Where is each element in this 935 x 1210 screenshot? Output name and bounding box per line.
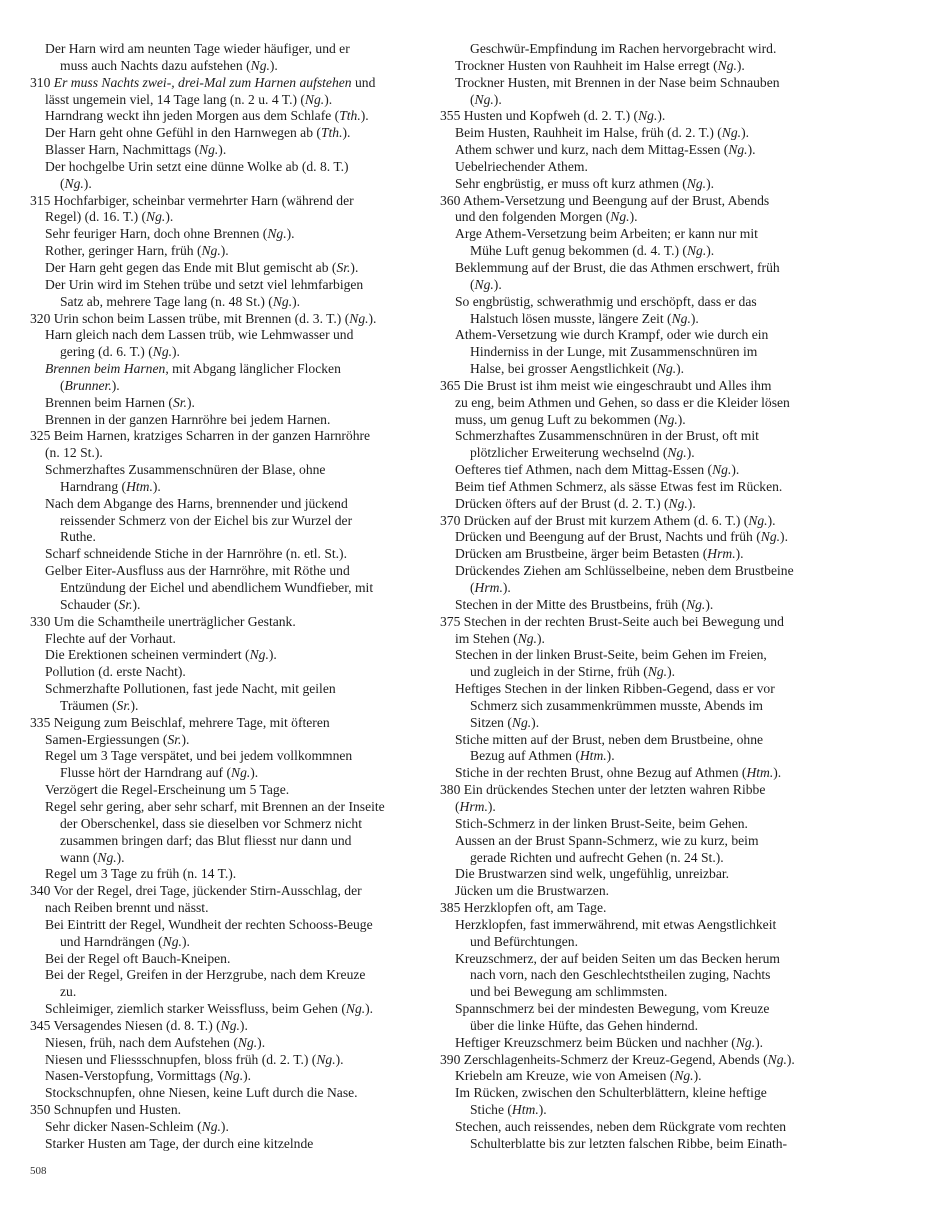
text-line: 370 Drücken auf der Brust mit kurzem Athem (d. 6. T.) (Ng.). — [440, 512, 776, 528]
text-line: Beim Husten, Rauhheit im Halse, früh (d. 2. T.) (Ng.). — [455, 125, 749, 141]
text-line: Schmerz sich zusammenkrümmen musste, Abends im — [470, 697, 763, 713]
text-line: 380 Ein drückendes Stechen unter der letzten wahren Ribbe — [440, 782, 766, 798]
text-line: Beklemmung auf der Brust, die das Athmen erschwert, früh — [455, 259, 780, 275]
text-line: Stich-Schmerz in der linken Brust-Seite, beim Gehen. — [455, 815, 748, 831]
text-line: Regel um 3 Tage zu früh (n. 14 T.). — [45, 866, 237, 882]
text-line: Niesen, früh, nach dem Aufstehen (Ng.). — [45, 1034, 266, 1050]
text-line: Aussen an der Brust Spann-Schmerz, wie zu kurz, beim — [455, 832, 759, 848]
text-line: Nasen-Verstopfung, Vormittags (Ng.). — [45, 1068, 252, 1084]
text-line: Athem schwer und kurz, nach dem Mittag-Essen (Ng.). — [455, 142, 756, 158]
text-line: Bei Eintritt der Regel, Wundheit der rechten Schooss-Beuge — [45, 916, 373, 932]
text-line: Schulterblatte bis zur letzten falschen Ribbe, beim Einath- — [470, 1135, 788, 1151]
text-line: Schmerzhafte Pollutionen, fast jede Nacht, mit geilen — [45, 681, 336, 697]
text-line: im Stehen (Ng.). — [455, 630, 545, 646]
text-line: plötzlicher Erweiterung wechselnd (Ng.). — [470, 445, 695, 461]
text-line: (Hrm.). — [470, 580, 511, 595]
text-line: 365 Die Brust ist ihm meist wie eingeschraubt und Alles ihm — [440, 377, 772, 393]
text-line: Der Harn wird am neunten Tage wieder häufiger, und er — [45, 41, 350, 56]
text-line: 360 Athem-Versetzung und Beengung auf der Brust, Abends — [440, 192, 770, 208]
text-line: Regel um 3 Tage verspätet, und bei jedem vollkommnen — [45, 748, 353, 764]
text-line: 385 Herzklopfen oft, am Tage. — [440, 900, 607, 916]
text-line: Hinderniss in der Lunge, mit Zusammenschnüren im — [470, 344, 758, 360]
text-line: Rother, geringer Harn, früh (Ng.). — [45, 243, 229, 259]
text-line: Sitzen (Ng.). — [470, 714, 540, 730]
text-line: Regel) (d. 16. T.) (Ng.). — [45, 209, 174, 225]
text-line: Mühe Luft genug bekommen (d. 4. T.) (Ng.). — [470, 243, 715, 259]
text-line: zusammen bringen darf; das Blut fliesst nur dann und — [60, 832, 352, 848]
text-line: Sehr engbrüstig, er muss oft kurz athmen (Ng.). — [455, 175, 715, 191]
text-line: zu eng, beim Athmen und Gehen, so dass er die Kleider lösen — [455, 394, 790, 410]
text-line: Samen-Ergiessungen (Sr.). — [45, 731, 190, 747]
text-line: über die linke Hüfte, das Gehen hindernd. — [470, 1017, 699, 1033]
text-line: (n. 12 St.). — [45, 445, 103, 461]
text-line: 330 Um die Schamtheile unerträglicher Gestank. — [30, 613, 296, 629]
text-line: Kriebeln am Kreuze, wie von Ameisen (Ng.). — [455, 1068, 702, 1084]
text-line: und den folgenden Morgen (Ng.). — [455, 209, 638, 225]
text-line: Im Rücken, zwischen den Schulterblättern, kleine heftige — [455, 1085, 767, 1101]
text-line: Pollution (d. erste Nacht). — [45, 664, 186, 680]
text-line: Stechen in der linken Brust-Seite, beim Gehen im Freien, — [455, 647, 767, 663]
text-line: 350 Schnupfen und Husten. — [30, 1102, 182, 1118]
text-line: (Hrm.). — [455, 798, 496, 814]
left-column — [30, 41, 418, 1153]
text-line: 355 Husten und Kopfweh (d. 2. T.) (Ng.). — [440, 108, 666, 124]
text-line: Brennen beim Harnen (Sr.). — [45, 394, 195, 410]
text-line: Uebelriechender Athem. — [455, 158, 588, 174]
text-line: Sehr dicker Nasen-Schleim (Ng.). — [45, 1119, 229, 1134]
text-line: Stiche in der rechten Brust, ohne Bezug auf Athmen (Htm.). — [455, 765, 782, 781]
text-line: Stechen, auch reissendes, neben dem Rückgrate vom rechten — [455, 1119, 787, 1134]
text-line: muss auch Nachts dazu aufstehen (Ng.). — [60, 57, 278, 73]
text-line: Trockner Husten, mit Brennen in der Nase beim Schnauben — [455, 74, 780, 90]
text-line: Ruthe. — [60, 529, 96, 545]
text-line: Brennen in der ganzen Harnröhre bei jedem Harnen. — [45, 411, 331, 427]
text-line: Geschwür-Empfindung im Rachen hervorgebracht wird. — [470, 41, 777, 56]
right-column — [440, 41, 826, 1153]
text-line: Bei der Regel, Greifen in der Herzgrube, nach dem Kreuze — [45, 967, 366, 983]
text-line: Heftiger Kreuzschmerz beim Bücken und nachher (Ng.). — [455, 1034, 764, 1050]
text-line: Die Brustwarzen sind welk, ungefühlig, unreizbar. — [455, 866, 730, 882]
text-line: Nach dem Abgange des Harns, brennender und jückend — [45, 495, 348, 511]
text-line: 345 Versagendes Niesen (d. 8. T.) (Ng.). — [30, 1017, 248, 1033]
text-line: nach Reiben brennt und nässt. — [45, 900, 209, 916]
text-line: Drücken öfters auf der Brust (d. 2. T.) (Ng.). — [455, 495, 696, 511]
text-line: 310 Er muss Nachts zwei-, drei-Mal zum Harnen aufstehen und — [30, 74, 376, 90]
text-line: Schmerzhaftes Zusammenschnüren in der Brust, oft mit — [455, 428, 759, 444]
text-line: Halse, bei grosser Aengstlichkeit (Ng.). — [470, 361, 685, 377]
text-line: Arge Athem-Versetzung beim Arbeiten; er kann nur mit — [455, 226, 758, 242]
text-line: zu. — [60, 984, 77, 1000]
text-line: (Ng.). — [470, 91, 502, 107]
text-line: Brennen beim Harnen, mit Abgang länglicher Flocken — [45, 361, 341, 377]
text-line: Der Harn geht ohne Gefühl in den Harnwegen ab (Tth.). — [45, 125, 351, 141]
text-line: Trockner Husten von Rauhheit im Halse erregt (Ng.). — [455, 57, 745, 73]
text-line: Entzündung der Eichel und abendlichem Wundfieber, mit — [60, 580, 374, 595]
text-line: 335 Neigung zum Beischlaf, mehrere Tage, mit öfteren — [30, 714, 330, 730]
text-line: 390 Zerschlagenheits-Schmerz der Kreuz-Gegend, Abends (Ng.). — [440, 1051, 795, 1067]
text-line: 315 Hochfarbiger, scheinbar vermehrter Harn (während der — [30, 192, 354, 208]
text-line: Scharf schneidende Stiche in der Harnröhre (n. etl. St.). — [45, 546, 347, 562]
text-line: Stiche (Htm.). — [470, 1102, 547, 1118]
text-line: Halstuch lösen musste, längere Zeit (Ng.). — [470, 310, 699, 326]
text-line: Harndrang weckt ihn jeden Morgen aus dem Schlafe (Tth.). — [45, 108, 369, 124]
text-line: Flusse hört der Harndrang auf (Ng.). — [60, 765, 259, 781]
text-line: Träumen (Sr.). — [60, 697, 139, 713]
text-line: Der Urin wird im Stehen trübe und setzt viel lehmfarbigen — [45, 276, 364, 292]
text-line: Oefteres tief Athmen, nach dem Mittag-Essen (Ng.). — [455, 462, 740, 478]
text-line: 325 Beim Harnen, kratziges Scharren in der ganzen Harnröhre — [30, 428, 371, 444]
text-line: lässt ungemein viel, 14 Tage lang (n. 2 u. 4 T.) (Ng.). — [45, 91, 333, 107]
text-line: nach vorn, nach den Geschlechtstheilen zuging, Nachts — [470, 967, 771, 983]
text-line: Drücken und Beengung auf der Brust, Nachts und früh (Ng.). — [455, 529, 788, 545]
text-line: Flechte auf der Vorhaut. — [45, 630, 176, 646]
text-line: muss, um genug Luft zu bekommen (Ng.). — [455, 411, 686, 427]
text-line: 320 Urin schon beim Lassen trübe, mit Brennen (d. 3. T.) (Ng.). — [30, 310, 377, 326]
text-line: Der Harn geht gegen das Ende mit Blut gemischt ab (Sr.). — [45, 259, 359, 275]
text-line: wann (Ng.). — [60, 849, 125, 865]
text-line: und bei Bewegung am schlimmsten. — [470, 984, 668, 1000]
text-line: Satz ab, mehrere Tage lang (n. 48 St.) (Ng.). — [60, 293, 301, 309]
text-line: Stiche mitten auf der Brust, neben dem Brustbeine, ohne — [455, 731, 764, 747]
text-line: gering (d. 6. T.) (Ng.). — [60, 344, 180, 360]
text-line: gerade Richten und aufrecht Gehen (n. 24 St.). — [470, 849, 724, 865]
text-line: Heftiges Stechen in der linken Ribben-Gegend, dass er vor — [455, 681, 775, 697]
text-line: Jücken um die Brustwarzen. — [455, 883, 610, 899]
text-line: Harndrang (Htm.). — [60, 478, 161, 494]
text-line: und Harndrängen (Ng.). — [60, 933, 190, 949]
text-line: Schauder (Sr.). — [60, 596, 141, 612]
text-line: Blasser Harn, Nachmittags (Ng.). — [45, 142, 227, 158]
text-line: Regel sehr gering, aber sehr scharf, mit Brennen an der Inseite — [45, 798, 385, 814]
text-line: Starker Husten am Tage, der durch eine kitzelnde — [45, 1135, 314, 1151]
text-line: So engbrüstig, schwerathmig und erschöpft, dass er das — [455, 293, 757, 309]
text-line: Bezug auf Athmen (Htm.). — [470, 748, 615, 764]
text-line: 340 Vor der Regel, drei Tage, jückender Stirn-Ausschlag, der — [30, 883, 362, 899]
text-line: (Ng.). — [470, 276, 502, 292]
page-number: 508 — [30, 1165, 47, 1177]
text-line: Drücken am Brustbeine, ärger beim Betasten (Hrm.). — [455, 546, 744, 562]
text-line: (Ng.). — [60, 175, 92, 191]
text-line: und Befürchtungen. — [470, 933, 578, 949]
text-line: reissender Schmerz von der Eichel bis zur Wurzel der — [60, 512, 353, 528]
text-line: 375 Stechen in der rechten Brust-Seite auch bei Bewegung und — [440, 613, 784, 629]
text-line: Niesen und Fliessschnupfen, bloss früh (d. 2. T.) (Ng.). — [45, 1051, 344, 1067]
text-line: Drückendes Ziehen am Schlüsselbeine, neben dem Brustbeine — [455, 563, 794, 579]
text-line: Sehr feuriger Harn, doch ohne Brennen (Ng.). — [45, 226, 295, 242]
text-line: Stechen in der Mitte des Brustbeins, früh (Ng.). — [455, 596, 714, 612]
text-line: Spannschmerz bei der mindesten Bewegung, vom Kreuze — [455, 1001, 770, 1017]
text-line: Stockschnupfen, ohne Niesen, keine Luft durch die Nase. — [45, 1085, 358, 1101]
text-line: Athem-Versetzung wie durch Krampf, oder wie durch ein — [455, 327, 769, 343]
text-line: Beim tief Athmen Schmerz, als sässe Etwas fest im Rücken. — [455, 478, 783, 494]
text-line: (Brunner.). — [60, 377, 120, 393]
text-line: Der hochgelbe Urin setzt eine dünne Wolke ab (d. 8. T.) — [45, 158, 349, 174]
text-line: Harn gleich nach dem Lassen trüb, wie Lehmwasser und — [45, 327, 354, 343]
text-line: der Oberschenkel, dass sie dieselben vor Schmerz nicht — [60, 815, 362, 831]
text-line: Gelber Eiter-Ausfluss aus der Harnröhre, mit Röthe und — [45, 563, 350, 579]
text-line: Die Erektionen scheinen vermindert (Ng.). — [45, 647, 277, 663]
text-line: Schleimiger, ziemlich starker Weissfluss, beim Gehen (Ng.). — [45, 1001, 374, 1017]
text-line: Bei der Regel oft Bauch-Kneipen. — [45, 950, 231, 966]
text-line: Kreuzschmerz, der auf beiden Seiten um das Becken herum — [455, 950, 780, 966]
text-line: Verzögert die Regel-Erscheinung um 5 Tage. — [45, 782, 290, 798]
text-line: Herzklopfen, fast immerwährend, mit etwas Aengstlichkeit — [455, 916, 777, 932]
text-line: und zugleich in der Stirne, früh (Ng.). — [470, 664, 676, 680]
text-line: Schmerzhaftes Zusammenschnüren der Blase, ohne — [45, 462, 326, 478]
